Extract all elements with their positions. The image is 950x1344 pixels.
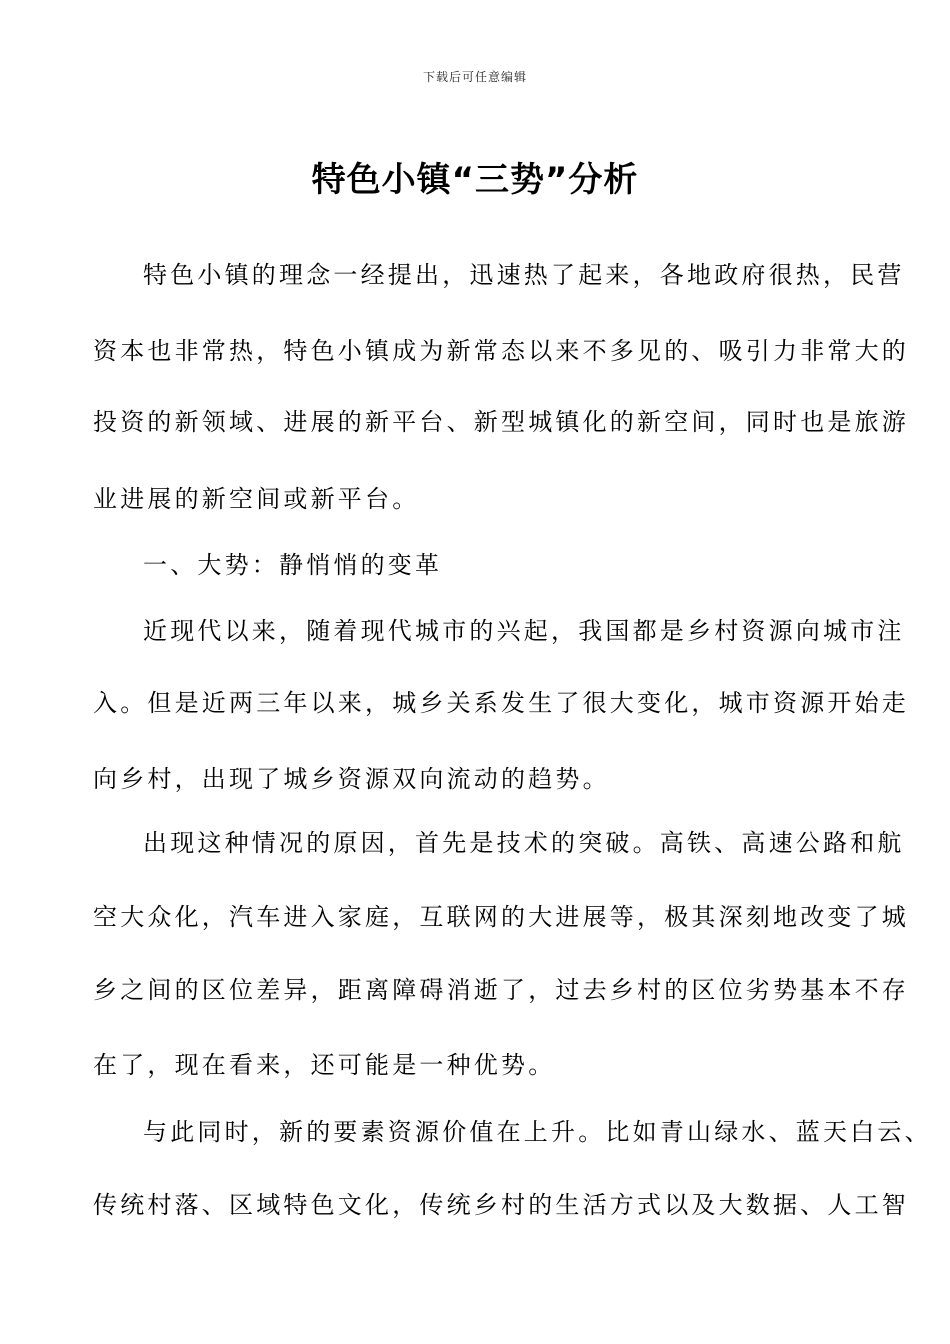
paragraph-line: 向乡村，出现了城乡资源双向流动的趋势。 xyxy=(93,765,610,793)
paragraph-line: 投资的新领域、进展的新平台、新型城镇化的新空间，同时也是旅游 xyxy=(93,408,909,436)
paragraph-line: 业进展的新空间或新平台。 xyxy=(93,485,420,513)
paragraph-line: 与此同时，新的要素资源价值在上升。比如青山绿水、蓝天白云、 xyxy=(143,1118,932,1146)
paragraph-line: 近现代以来，随着现代城市的兴起，我国都是乡村资源向城市注 xyxy=(143,617,905,645)
paragraph-line: 传统村落、区域特色文化，传统乡村的生活方式以及大数据、人工智 xyxy=(93,1191,909,1219)
section-heading: 一、大势：静悄悄的变革 xyxy=(143,551,443,579)
paragraph-line: 特色小镇的理念一经提出，迅速热了起来，各地政府很热，民营 xyxy=(143,261,905,289)
paragraph-line: 乡之间的区位差异，距离障碍消逝了，过去乡村的区位劣势基本不存 xyxy=(93,976,909,1004)
header-note: 下载后可任意编辑 xyxy=(422,70,527,84)
paragraph-line: 出现这种情况的原因，首先是技术的突破。高铁、高速公路和航 xyxy=(143,829,905,857)
paragraph-line: 入。但是近两三年以来，城乡关系发生了很大变化，城市资源开始走 xyxy=(93,689,909,717)
paragraph-line: 资本也非常热，特色小镇成为新常态以来不多见的、吸引力非常大的 xyxy=(93,337,909,365)
document-title: 特色小镇“三势”分析 xyxy=(311,160,639,200)
paragraph-line: 空大众化，汽车进入家庭，互联网的大进展等，极其深刻地改变了城 xyxy=(93,903,909,931)
paragraph-line: 在了，现在看来，还可能是一种优势。 xyxy=(93,1051,556,1079)
